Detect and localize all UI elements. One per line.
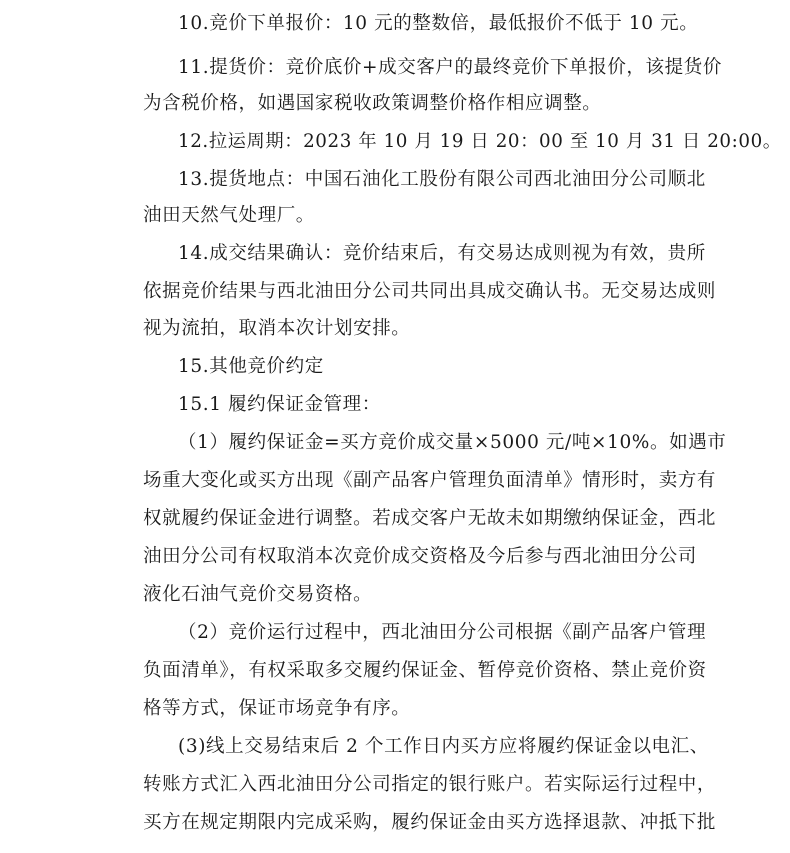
clause-13-line-2: 油田天然气处理厂。	[143, 205, 315, 226]
clause-15-1-2-line-1: （2）竞价运行过程中，西北油田分公司根据《副产品客户管理	[178, 622, 707, 643]
clause-15-1-1-line-4: 油田分公司有权取消本次竞价成交资格及今后参与西北油田分公司	[143, 546, 697, 567]
clause-15-1-2-line-3: 格等方式，保证市场竞争有序。	[143, 698, 411, 719]
clause-15-1-3-line-2: 转账方式汇入西北油田分公司指定的银行账户。若实际运行过程中，	[143, 774, 717, 795]
clause-15-heading: 15.其他竞价约定	[178, 356, 324, 377]
clause-15-1-1-line-1: （1）履约保证金=买方竞价成交量×5000 元/吨×10%。如遇市	[178, 432, 727, 453]
clause-11-line-1: 11.提货价：竞价底价+成交客户的最终竞价下单报价，该提货价	[178, 57, 722, 78]
clause-14-line-2: 依据竞价结果与西北油田分公司共同出具成交确认书。无交易达成则	[143, 281, 717, 302]
clause-15-1-1-line-2: 场重大变化或买方出现《副产品客户管理负面清单》情形时，卖方有	[143, 470, 717, 491]
clause-10-line-1: 10.竞价下单报价：10 元的整数倍，最低报价不低于 10 元。	[178, 13, 699, 34]
clause-15-1-3-line-3: 买方在规定期限内完成采购，履约保证金由买方选择退款、冲抵下批	[143, 812, 717, 833]
clause-15-1-heading: 15.1 履约保证金管理：	[178, 394, 381, 415]
clause-15-1-1-line-5: 液化石油气竞价交易资格。	[143, 584, 373, 605]
clause-11-line-2: 为含税价格，如遇国家税收政策调整价格作相应调整。	[143, 93, 602, 114]
clause-15-1-2-line-2: 负面清单》，有权采取多交履约保证金、暂停竞价资格、禁止竞价资	[143, 660, 707, 681]
clause-12-line-1: 12.拉运周期：2023 年 10 月 19 日 20：00 至 10 月 31 日 20:00。	[178, 131, 782, 152]
clause-13-line-1: 13.提货地点：中国石油化工股份有限公司西北油田分公司顺北	[178, 169, 706, 190]
clause-15-1-3-line-1: (3)线上交易结束后 2 个工作日内买方应将履约保证金以电汇、	[178, 736, 709, 757]
clause-14-line-1: 14.成交结果确认：竞价结束后，有交易达成则视为有效，贵所	[178, 243, 706, 264]
clause-14-line-3: 视为流拍，取消本次计划安排。	[143, 318, 411, 339]
clause-15-1-1-line-3: 权就履约保证金进行调整。若成交客户无故未如期缴纳保证金，西北	[143, 508, 717, 529]
